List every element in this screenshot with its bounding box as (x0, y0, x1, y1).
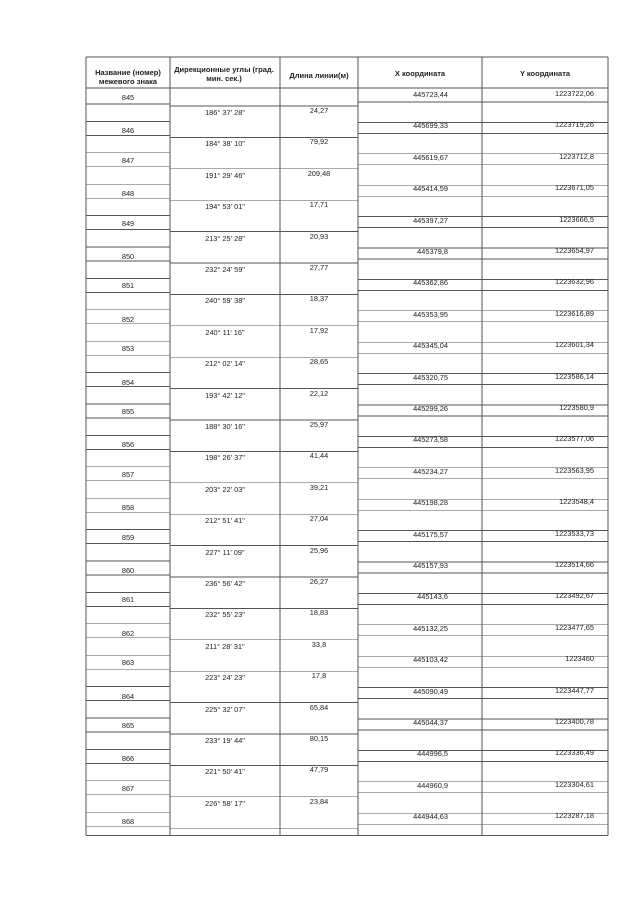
point-name: 857 (121, 469, 135, 479)
y-coordinate: 1223447,77 (554, 685, 594, 695)
y-coordinate: 1223666,5 (559, 214, 594, 224)
y-coordinate: 1223580,9 (559, 403, 594, 412)
y-coordinate: 1223671,05 (554, 183, 594, 193)
point-name: 861 (121, 595, 135, 605)
point-name: 862 (121, 628, 135, 638)
direction-angle: 221° 50' 41" (205, 767, 245, 777)
y-coordinate: 1223712,8 (559, 151, 594, 161)
line-length: 25,96 (309, 545, 329, 555)
direction-angle: 226° 58' 17" (205, 798, 245, 808)
direction-angle: 188° 30' 16" (205, 422, 245, 431)
x-coordinate: 445157,93 (413, 561, 448, 570)
point-name: 848 (121, 189, 135, 199)
direction-angle: 191° 29' 46" (205, 170, 245, 180)
point-name: 846 (121, 126, 135, 136)
line-length: 28,65 (309, 357, 329, 367)
line-length: 41,44 (309, 451, 329, 461)
line-length: 33,8 (311, 639, 327, 649)
point-name: 845 (121, 93, 135, 102)
y-coordinate: 1223722,06 (554, 89, 594, 98)
direction-angle: 232° 55' 23" (205, 610, 245, 620)
point-name: 863 (121, 658, 135, 668)
line-length: 80,15 (309, 734, 329, 743)
point-name: 866 (121, 754, 135, 764)
direction-angle: 186° 37' 28" (205, 108, 245, 117)
direction-angle: 232° 24' 59" (205, 265, 245, 274)
point-name: 859 (121, 532, 135, 542)
header-x-coordinate: X координата (394, 69, 446, 78)
direction-angle: 193° 42' 12" (205, 390, 245, 400)
line-length: 24,27 (309, 106, 329, 115)
x-coordinate: 445379,8 (417, 247, 448, 256)
y-coordinate: 1223492,67 (554, 591, 594, 601)
y-coordinate: 1223514,66 (554, 560, 594, 569)
x-coordinate: 444960,9 (417, 780, 448, 790)
line-length: 79,92 (309, 137, 329, 147)
line-length: 27,77 (309, 263, 329, 272)
point-name: 855 (121, 407, 135, 416)
header-direction-angle: Дирекционные углы (град. мин. сек.) (174, 65, 274, 83)
direction-angle: 240° 11' 16" (205, 327, 245, 337)
x-coordinate: 445198,28 (413, 498, 448, 508)
point-name: 864 (121, 691, 135, 701)
x-coordinate: 445175,57 (413, 529, 448, 539)
x-coordinate: 445273,58 (413, 435, 448, 445)
point-name: 865 (121, 721, 135, 730)
line-length: 17,92 (309, 325, 329, 335)
point-name: 850 (121, 252, 135, 261)
direction-angle: 236° 56' 42" (205, 579, 245, 588)
y-coordinate: 1223460 (565, 654, 594, 664)
line-length: 18,83 (309, 608, 329, 618)
point-name: 856 (121, 440, 135, 450)
point-name: 860 (121, 566, 135, 575)
direction-angle: 198° 26' 37" (205, 453, 245, 463)
x-coordinate: 445414,59 (413, 184, 448, 194)
x-coordinate: 445234,27 (413, 466, 448, 476)
direction-angle: 194° 53' 01" (205, 202, 245, 212)
line-length: 25,97 (309, 420, 329, 429)
direction-angle: 184° 38' 10" (205, 139, 245, 149)
x-coordinate: 445353,95 (413, 309, 448, 319)
line-length: 23,84 (309, 796, 329, 806)
y-coordinate: 1223533,73 (554, 528, 594, 538)
direction-angle: 212° 02' 14" (205, 359, 245, 369)
point-name: 852 (121, 314, 135, 324)
x-coordinate: 445320,75 (413, 372, 448, 382)
line-length: 26,27 (309, 577, 329, 586)
direction-angle: 233° 19' 44" (205, 736, 245, 745)
x-coordinate: 444944,63 (413, 812, 448, 822)
direction-angle: 203° 22' 03" (205, 484, 245, 494)
point-name: 849 (121, 218, 135, 228)
line-length: 18,37 (309, 294, 329, 304)
x-coordinate: 445299,26 (413, 404, 448, 413)
x-coordinate: 445362,86 (413, 278, 448, 288)
point-name: 853 (121, 344, 135, 354)
y-coordinate: 1223586,14 (554, 371, 594, 381)
point-name: 847 (121, 155, 135, 165)
y-coordinate: 1223601,34 (554, 340, 594, 350)
direction-angle: 225° 32' 07" (205, 704, 245, 714)
line-length: 39,21 (309, 482, 329, 492)
y-coordinate: 1223400,78 (554, 717, 594, 726)
direction-angle: 223° 24' 23" (205, 673, 245, 683)
direction-angle: 213° 25' 28" (205, 233, 245, 243)
direction-angle: 212° 51' 41" (205, 516, 245, 526)
point-name: 867 (121, 783, 135, 793)
header-point-name: Название (номер) межевого знака (95, 68, 161, 86)
line-length: 22,12 (309, 388, 329, 398)
line-length: 27,04 (309, 514, 329, 524)
line-length: 209,48 (307, 168, 331, 178)
header-y-coordinate: Y координата (519, 69, 571, 78)
x-coordinate: 445699,33 (413, 121, 448, 131)
y-coordinate: 1223304,61 (554, 779, 594, 789)
x-coordinate: 445619,67 (413, 152, 448, 162)
y-coordinate: 1223577,06 (554, 434, 594, 444)
line-length: 17,71 (309, 200, 329, 210)
y-coordinate: 1223477,65 (554, 622, 594, 632)
y-coordinate: 1223654,97 (554, 246, 594, 255)
y-coordinate: 1223287,18 (554, 811, 594, 821)
point-name: 868 (121, 817, 135, 827)
y-coordinate: 1223632,96 (554, 277, 594, 287)
point-name: 851 (121, 281, 135, 291)
line-length: 65,84 (309, 702, 329, 712)
x-coordinate: 445345,04 (413, 341, 448, 351)
x-coordinate: 445143,6 (417, 592, 448, 602)
header-line-length: Длина линии(м) (289, 71, 349, 80)
y-coordinate: 1223548,4 (559, 497, 594, 507)
y-coordinate: 1223616,89 (554, 308, 594, 318)
direction-angle: 240° 59' 38" (205, 296, 245, 306)
x-coordinate: 445397,27 (413, 215, 448, 225)
x-coordinate: 444996,5 (417, 749, 448, 759)
line-length: 47,79 (309, 765, 329, 775)
x-coordinate: 445090,49 (413, 686, 448, 696)
line-length: 17,8 (311, 671, 327, 681)
direction-angle: 227° 11' 09" (205, 547, 245, 557)
direction-angle: 211° 28' 31" (205, 641, 245, 651)
y-coordinate: 1223719,26 (554, 120, 594, 130)
x-coordinate: 445103,42 (413, 655, 448, 665)
point-name: 854 (121, 377, 135, 387)
x-coordinate: 445044,37 (413, 718, 448, 727)
point-name: 858 (121, 503, 135, 513)
x-coordinate: 445723,44 (413, 90, 448, 99)
y-coordinate: 1223563,95 (554, 465, 594, 475)
line-length: 20,93 (309, 231, 329, 241)
x-coordinate: 445132,25 (413, 623, 448, 633)
y-coordinate: 1223336,49 (554, 748, 594, 758)
